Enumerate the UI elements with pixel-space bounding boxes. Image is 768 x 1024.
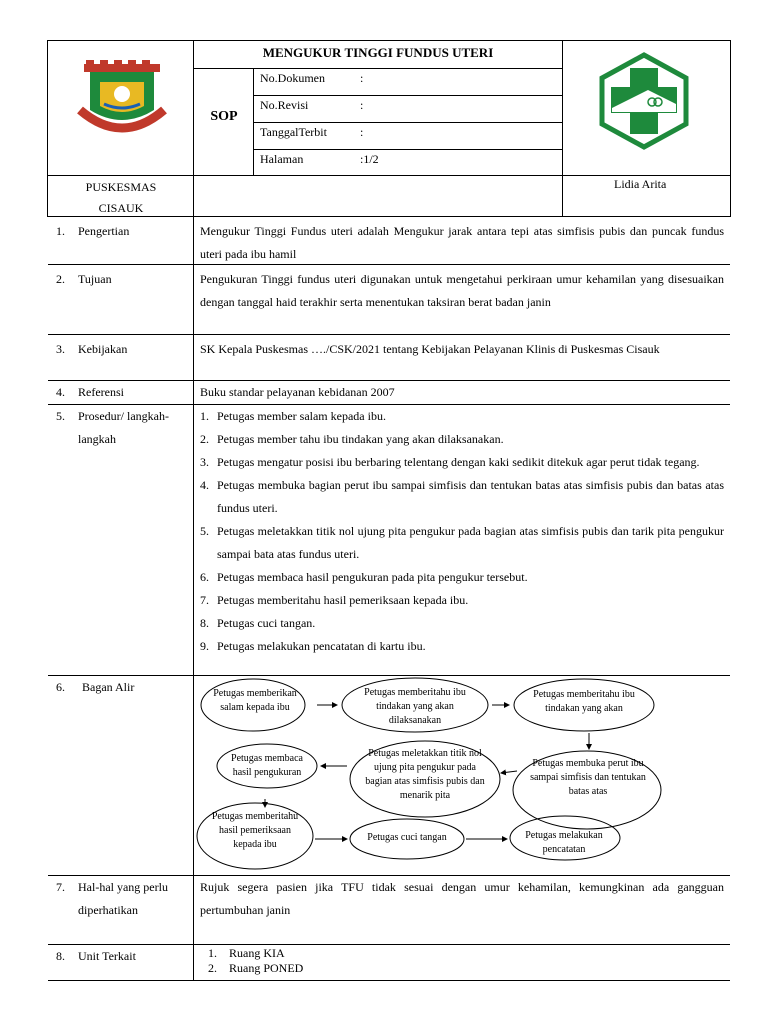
flow-node-membaca-hasil: Petugas membaca hasil pengukuran — [231, 753, 303, 778]
step-item: 1. Petugas member salam kepada ibu. — [200, 409, 386, 423]
step-item: 7. Petugas memberitahu hasil pemeriksaan kepada ibu. — [200, 593, 469, 607]
flow-node-memberitahu-tindakan: Petugas memberitahu ibu tindakan yang akan dilaksanakan — [364, 687, 466, 726]
flow-node-salam: Petugas memberikan salam kepada ibu — [213, 688, 297, 713]
flow-node-meletakkan-pita: Petugas meletakkan titik nol ujung pita pengukur pada bagian atas simfisis pubis dan menarik pita — [365, 748, 485, 801]
flow-node-membuka-perut: Petugas membuka perut ibu sampai simfisis dan tentukan batas atas — [530, 758, 646, 797]
unit-item: 1. Ruang KIA — [208, 946, 285, 960]
referensi-content: Buku standar pelayanan kebidanan 2007 — [200, 385, 395, 399]
section-unit-terkait: 8. Unit Terkait 1. Ruang KIA 2. Ruang PONED — [48, 945, 730, 981]
section-hal-hal: 7. Hal-hal yang perlu diperhatikan Rujuk segera pasien jika TFU tidak sesuai dengan umur kehamilan, kemungkinan ada gangguan pertumbuhan janin — [48, 876, 730, 945]
puskesmas-name: PUSKESMAS CISAUK — [85, 180, 157, 215]
tujuan-content: Pengukuran Tinggi fundus uteri digunakan untuk mengetahui perkiraan umur kehamilan yang disesuaikan dengan tanggal haid terakhir serta menentukan taksiran berat badan janin — [200, 272, 724, 309]
step-item: 3. Petugas mengatur posisi ibu berbaring telentang dengan kaki sedikit ditekuk agar perut tidak tegang. — [200, 455, 700, 469]
flow-node-cuci-tangan: Petugas cuci tangan — [367, 832, 447, 843]
signer-name: Lidia Arita — [614, 177, 667, 191]
section-kebijakan: 3. Kebijakan SK Kepala Puskesmas …./CSK/2021 tentang Kebijakan Pelayanan Klinis di Puskesmas Cisauk — [48, 335, 730, 381]
unit-item: 2. Ruang PONED — [208, 961, 304, 975]
meta-no-revisi: No.Revisi : — [260, 98, 364, 112]
section-bagan-alir: 6. Bagan Alir — [48, 676, 730, 876]
step-item: 5. Petugas meletakkan titik nol ujung pita pengukur pada bagian atas simfisis pubis dan tarik pita pengukur sampai bata atas fundus uteri. — [200, 524, 724, 561]
flowchart — [195, 671, 730, 874]
meta-halaman: Halaman :1/2 — [260, 152, 379, 166]
step-item: 8. Petugas cuci tangan. — [200, 616, 316, 630]
document-title: MENGUKUR TINGGI FUNDUS UTERI — [262, 45, 494, 60]
unit-terkait-content — [208, 946, 724, 976]
org-row — [47, 175, 731, 217]
step-item: 4. Petugas membuka bagian perut ibu sampai simfisis dan tentukan batas atas simfisis pubis dan batas atas fundus uteri. — [200, 478, 724, 515]
section-referensi: 4. Referensi Buku standar pelayanan kebidanan 2007 — [48, 381, 730, 405]
hal-hal-content: Rujuk segera pasien jika TFU tidak sesuai dengan umur kehamilan, kemungkinan ada gangguan pertumbuhan janin — [200, 880, 724, 917]
flow-node-pencatatan: Petugas melakukan pencatatan — [525, 830, 603, 855]
sop-label: SOP — [210, 109, 238, 124]
section-tujuan: 2. Tujuan Pengukuran Tinggi fundus uteri digunakan untuk mengetahui perkiraan umur kehamilan yang disesuaikan dengan tanggal haid terakhir serta menentukan taksiran berat badan janin — [48, 265, 730, 335]
step-item: 9. Petugas melakukan pencatatan di kartu ibu. — [200, 639, 426, 653]
flow-node-memberitahu-hasil: Petugas memberitahu hasil pemeriksaan kepada ibu — [211, 811, 299, 850]
flow-node-memberitahu-tindakan-2: Petugas memberitahu ibu tindakan yang akan — [533, 689, 635, 714]
prosedur-content — [200, 405, 724, 658]
step-item: 6. Petugas membaca hasil pengukuran pada pita pengukur tersebut. — [200, 570, 528, 584]
section-prosedur: 5. Prosedur/ langkah-langkah 1. Petugas member salam kepada ibu. 2. Petugas member tahu ibu tindakan yang akan dilaksanakan. 3. Petugas mengatur posisi ibu berbaring telentang dengan kaki sedikit ditekuk agar perut tidak tegang. 4. Petugas membuka bagian perut ibu sampai simfisis dan tentukan batas atas simfisis pubis dan batas atas fundus uteri. 5. Petugas meletakkan titik nol ujung pita pengukur pada bagian atas simfisis pubis dan tarik pita pengukur sampai bata atas fundus uteri. 6. Petugas membaca hasil pengukuran pada pita pengukur tersebut. 7. Petugas memberitahu hasil pemeriksaan kepada ibu. 8. Petugas cuci tangan. 9. Petugas melakukan pencatatan di kartu ibu. — [48, 405, 730, 676]
kebijakan-content: SK Kepala Puskesmas …./CSK/2021 tentang Kebijakan Pelayanan Klinis di Puskesmas Cisauk — [200, 342, 660, 356]
section-pengertian: 1. Pengertian Mengukur Tinggi Fundus uteri adalah Mengukur jarak antara tepi atas simfisis pubis dan puncak fundus uteri pada ibu hamil — [48, 217, 730, 265]
sop-header-table — [47, 40, 731, 176]
step-item: 2. Petugas member tahu ibu tindakan yang akan dilaksanakan. — [200, 432, 504, 446]
meta-no-dokumen: No.Dokumen : — [260, 71, 364, 85]
meta-tanggal-terbit: TanggalTerbit : — [260, 125, 364, 139]
pengertian-content: Mengukur Tinggi Fundus uteri adalah Mengukur jarak antara tepi atas simfisis pubis dan puncak fundus uteri pada ibu hamil — [200, 224, 724, 261]
